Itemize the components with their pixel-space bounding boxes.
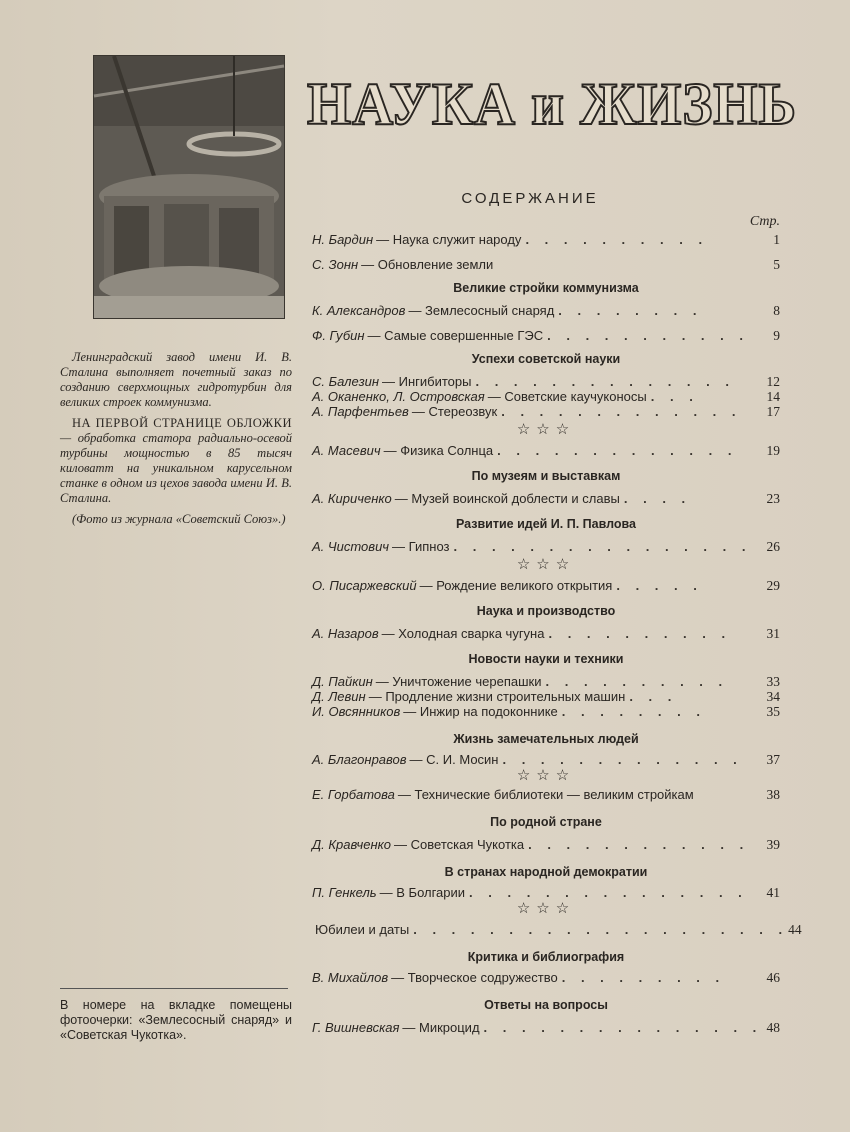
toc-stars-separator: ☆☆☆ bbox=[516, 767, 576, 784]
toc-entry-page-number: 19 bbox=[766, 443, 780, 458]
toc-entry-author: Е. Горбатова bbox=[312, 787, 395, 802]
toc-entry-author: О. Писаржевский bbox=[312, 578, 417, 593]
turbine-photo-illustration bbox=[94, 56, 284, 318]
toc-entry-leader-dots: . . . . . . . . bbox=[558, 303, 703, 318]
toc-entry[interactable] bbox=[312, 674, 780, 689]
toc-entry-author: В. Михайлов bbox=[312, 970, 389, 985]
toc-entry[interactable] bbox=[312, 689, 780, 704]
toc-entry-page-number: 8 bbox=[773, 303, 780, 318]
toc-section-heading: Критика и библиография bbox=[467, 950, 625, 964]
toc-entry-leader-dots: . . . . . . . . . . . bbox=[547, 328, 749, 343]
toc-entry-page-number: 41 bbox=[766, 885, 780, 900]
toc-entry-title: — Самые совершенные ГЭС bbox=[367, 328, 544, 343]
toc-entry-page-number: 1 bbox=[773, 232, 780, 247]
toc-section-heading: По музеям и выставкам bbox=[471, 469, 621, 483]
toc-section-heading: Развитие идей И. П. Павлова bbox=[455, 517, 637, 531]
toc-entry[interactable] bbox=[312, 578, 780, 593]
toc-entry-title: — Творческое содружество bbox=[391, 970, 558, 985]
toc-entry-page-number: 12 bbox=[766, 374, 780, 389]
toc-entry[interactable] bbox=[312, 491, 780, 506]
toc-entry-leader-dots: . . . . . . . . . . . . . . bbox=[475, 374, 735, 389]
toc-stars-separator: ☆☆☆ bbox=[516, 900, 576, 917]
toc-entry-title: — В Болгарии bbox=[379, 885, 466, 900]
toc-entry-title: — Уничтожение черепашки bbox=[375, 674, 542, 689]
toc-entry[interactable] bbox=[312, 328, 780, 343]
page-column-label: Стр. bbox=[749, 214, 780, 229]
toc-entry-page-number: 31 bbox=[766, 626, 780, 641]
toc-entry-author: Д. Левин bbox=[312, 689, 366, 704]
toc-entry-leader-dots: . . . . . . . . . . bbox=[525, 232, 709, 247]
toc-entry-author: К. Александров bbox=[312, 303, 406, 318]
toc-entry-author: Г. Вишневская bbox=[312, 1020, 400, 1035]
toc-entry-leader-dots: . . . . . . . . . . . . . . . . bbox=[453, 539, 752, 554]
toc-section-heading: В странах народной демократии bbox=[444, 865, 648, 879]
toc-entry-author: П. Генкель bbox=[312, 885, 377, 900]
toc-entry[interactable] bbox=[312, 922, 802, 937]
toc-entry[interactable] bbox=[312, 443, 780, 458]
toc-entry-title: — Стереозвук bbox=[411, 404, 498, 419]
toc-entry-leader-dots: . . . . . bbox=[616, 578, 703, 593]
toc-entry-leader-dots: . . . . . . . . . . . . . . . . . . . . bbox=[413, 922, 789, 937]
toc-entry-title: — Физика Солнца bbox=[383, 443, 494, 458]
turbine-photo bbox=[93, 55, 285, 319]
toc-entry-leader-dots: . . . . . . . . . . . . . bbox=[501, 404, 742, 419]
toc-stars-separator: ☆☆☆ bbox=[516, 556, 576, 573]
toc-entry-title: — Советские каучуконосы bbox=[487, 389, 647, 404]
toc-entry-author: А. Масевич bbox=[312, 443, 381, 458]
toc-entry-page-number: 34 bbox=[766, 689, 780, 704]
toc-entry-page-number: 44 bbox=[788, 922, 802, 937]
toc-entry-title: — Ингибиторы bbox=[382, 374, 472, 389]
toc-entry-title: — Наука служит народу bbox=[376, 232, 522, 247]
toc-section-heading: Наука и производство bbox=[476, 604, 616, 618]
toc-entry-page-number: 38 bbox=[766, 787, 780, 802]
toc-entry-author: А. Оканенко, Л. Островская bbox=[312, 389, 485, 404]
toc-entry-page-number: 39 bbox=[766, 837, 780, 852]
toc-entry-author: А. Парфентьев bbox=[312, 404, 409, 419]
toc-entry[interactable] bbox=[312, 837, 780, 852]
caption-main: Ленинградский завод имени И. В. Сталина выполняет почетный заказ по созданию сверхмощных гидротурбин для великих строек коммунизма. bbox=[60, 350, 292, 409]
toc-section-heading: Новости науки и техники bbox=[468, 652, 624, 666]
toc-entry[interactable] bbox=[312, 704, 780, 719]
toc-entry-author: А. Кириченко bbox=[312, 491, 392, 506]
toc-entry-page-number: 46 bbox=[766, 970, 780, 985]
toc-entry-title: — Холодная сварка чугуна bbox=[381, 626, 545, 641]
masthead-logo bbox=[305, 70, 805, 137]
toc-entry-leader-dots: . . . . . . . . . . . . . bbox=[497, 443, 738, 458]
toc-entry[interactable] bbox=[312, 404, 780, 419]
toc-entry-author: С. Балезин bbox=[312, 374, 379, 389]
toc-entry-leader-dots: . . . bbox=[629, 689, 678, 704]
toc-entry-page-number: 26 bbox=[766, 539, 780, 554]
toc-entry-author: Ф. Губин bbox=[312, 328, 365, 343]
toc-entry-page-number: 14 bbox=[766, 389, 780, 404]
toc-section-heading: Ответы на вопросы bbox=[484, 998, 608, 1012]
toc-entry-title: — Обновление земли bbox=[361, 257, 494, 272]
toc-entry[interactable] bbox=[312, 1020, 780, 1035]
toc-entry-author: Д. Кравченко bbox=[312, 837, 392, 852]
toc-entry-leader-dots: . . . . . . . . . . bbox=[545, 674, 729, 689]
toc-entry-title: — Землесосный снаряд bbox=[408, 303, 555, 318]
toc-entry-author: И. Овсянников bbox=[312, 704, 401, 719]
toc-entry[interactable] bbox=[312, 787, 780, 802]
toc-entry-leader-dots: . . . . bbox=[623, 491, 692, 506]
toc-entry-leader-dots: . . . bbox=[650, 389, 699, 404]
toc-entry-page-number: 9 bbox=[773, 328, 780, 343]
toc-entry-leader-dots: . . . . . . . . bbox=[561, 704, 706, 719]
toc-entry-leader-dots: . . . . . . . . . . . . bbox=[528, 837, 750, 852]
toc-entry-title: Юбилеи и даты bbox=[315, 922, 410, 937]
toc-section-heading: Успехи советской науки bbox=[471, 352, 621, 366]
toc-entry-page-number: 35 bbox=[766, 704, 780, 719]
caption-cover-lead: НА ПЕРВОЙ СТРАНИЦЕ ОБЛОЖКИ bbox=[72, 416, 292, 430]
toc-entry-page-number: 29 bbox=[766, 578, 780, 593]
toc-entry-page-number: 37 bbox=[766, 752, 780, 767]
masthead bbox=[305, 70, 805, 137]
toc-entry-author: Н. Бардин bbox=[312, 232, 374, 247]
toc-entry-title: — Продление жизни строительных машин bbox=[368, 689, 626, 704]
toc-entry-title: — Гипноз bbox=[392, 539, 450, 554]
toc-entry-title: — Микроцид bbox=[402, 1020, 480, 1035]
toc-heading: СОДЕРЖАНИЕ bbox=[461, 190, 599, 207]
table-of-contents bbox=[312, 232, 802, 1035]
caption-cover-text: — обработка статора радиально-осевой турбины мощностью в 85 тысяч киловатт на уникальном карусельном станке в одном из цехов завода имени И. В. Сталина. bbox=[60, 431, 292, 505]
toc-entry[interactable] bbox=[312, 752, 780, 767]
toc-entry-leader-dots: . . . . . . . . . . bbox=[548, 626, 732, 641]
toc-entry[interactable] bbox=[312, 539, 780, 554]
toc-entry-page-number: 23 bbox=[766, 491, 780, 506]
toc-entry-title: — С. И. Мосин bbox=[409, 752, 499, 767]
toc-entry-page-number: 33 bbox=[766, 674, 780, 689]
toc-entry-author: А. Благонравов bbox=[312, 752, 407, 767]
toc-entry-page-number: 48 bbox=[766, 1020, 780, 1035]
toc-entry-author: А. Назаров bbox=[312, 626, 379, 641]
toc-entry-leader-dots: . . . . . . . . . . . . . . . bbox=[469, 885, 748, 900]
masthead-title: НАУКА и ЖИЗНЬ bbox=[307, 71, 797, 137]
toc-section-heading: Жизнь замечательных людей bbox=[453, 732, 639, 746]
toc-entry-page-number: 5 bbox=[773, 257, 780, 272]
toc-entry-title: — Советская Чукотка bbox=[394, 837, 525, 852]
toc-entry[interactable] bbox=[312, 626, 780, 641]
inset-divider bbox=[60, 988, 288, 989]
toc-entry-page-number: 17 bbox=[766, 404, 780, 419]
toc-section-heading: Великие стройки коммунизма bbox=[453, 281, 639, 295]
inset-note: В номере на вкладке помещены фотоочерки: «Землесосный снаряд» и «Советская Чукотка». bbox=[60, 998, 292, 1042]
toc-entry[interactable] bbox=[312, 257, 780, 272]
toc-entry-author: С. Зонн bbox=[312, 257, 359, 272]
toc-entry-leader-dots: . . . . . . . . . . . . . . . bbox=[483, 1020, 763, 1035]
caption-credit: (Фото из журнала «Советский Союз».) bbox=[72, 512, 286, 526]
photo-caption bbox=[60, 350, 292, 533]
toc-entry-title: — Инжир на подоконнике bbox=[403, 704, 558, 719]
toc-entry-leader-dots: . . . . . . . . . bbox=[561, 970, 726, 985]
toc-entry-author: Д. Пайкин bbox=[312, 674, 373, 689]
toc-entry[interactable] bbox=[312, 389, 780, 404]
toc-entry-title: — Технические библиотеки — великим стройкам bbox=[397, 787, 694, 802]
toc-entry[interactable] bbox=[312, 885, 780, 900]
caption-cover bbox=[60, 416, 292, 506]
toc-entry-author: А. Чистович bbox=[312, 539, 390, 554]
toc-entry[interactable] bbox=[312, 970, 780, 985]
toc-entry[interactable] bbox=[312, 374, 780, 389]
toc-entry-title: — Рождение великого открытия bbox=[419, 578, 613, 593]
toc-entry-title: — Музей воинской доблести и славы bbox=[394, 491, 620, 506]
toc-entry[interactable] bbox=[312, 232, 780, 247]
toc-entry-leader-dots: . . . . . . . . . . . . . bbox=[502, 752, 743, 767]
toc-entry[interactable] bbox=[312, 303, 780, 318]
toc-stars-separator: ☆☆☆ bbox=[516, 421, 576, 438]
toc-section-heading: По родной стране bbox=[490, 815, 602, 829]
